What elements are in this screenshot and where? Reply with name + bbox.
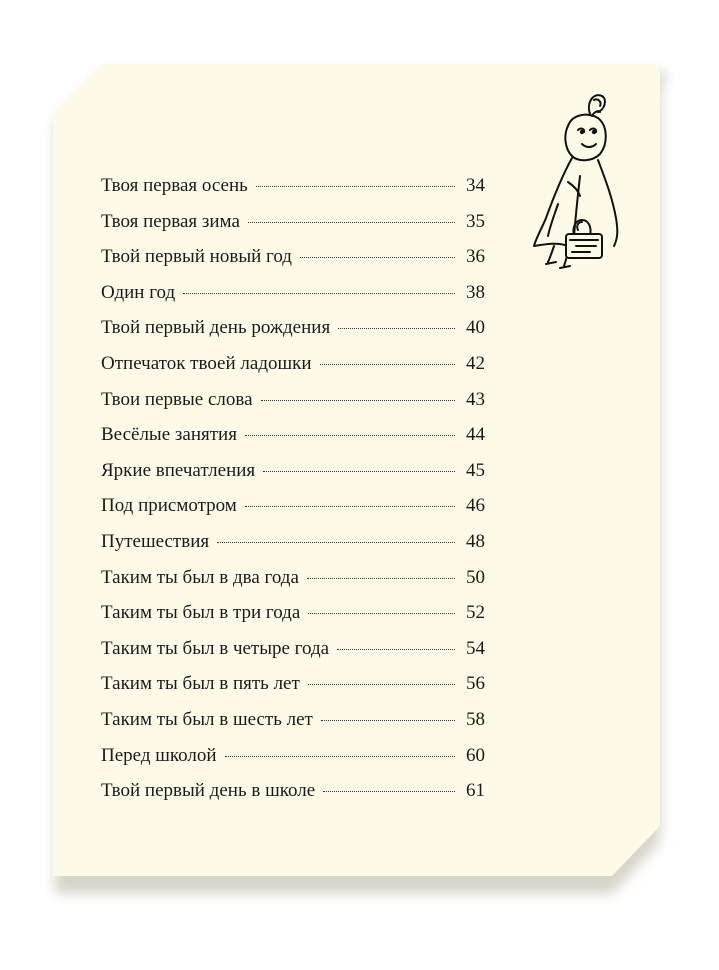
toc-dot-leader	[183, 293, 455, 294]
toc-dot-leader	[248, 222, 455, 223]
toc-entry-title: Отпечаток твоей ладошки	[101, 352, 312, 374]
toc-dot-leader	[300, 257, 455, 258]
toc-dot-leader	[261, 400, 455, 401]
toc-entry-title: Весёлые занятия	[101, 424, 237, 446]
table-of-contents	[101, 172, 485, 813]
toc-entry[interactable]	[101, 635, 485, 671]
toc-entry[interactable]	[101, 314, 485, 350]
toc-entry-title: Яркие впечатления	[101, 459, 256, 481]
toc-entry[interactable]	[101, 564, 485, 600]
toc-entry[interactable]	[101, 599, 485, 635]
toc-entry-page-number: 42	[466, 352, 485, 374]
toc-entry[interactable]	[101, 457, 485, 493]
toc-entry-title: Один год	[101, 281, 176, 303]
toc-dot-leader	[225, 756, 455, 757]
toc-entry-page-number: 56	[466, 673, 485, 695]
toc-entry-page-number: 52	[466, 602, 485, 624]
toc-dot-leader	[245, 435, 455, 436]
toc-entry-title: Твои первые слова	[101, 388, 253, 410]
toc-dot-leader	[320, 364, 455, 365]
toc-entry-title: Таким ты был в пять лет	[101, 673, 300, 695]
toc-dot-leader	[263, 471, 455, 472]
toc-entry-title: Таким ты был в два года	[101, 566, 299, 588]
toc-entry[interactable]	[101, 670, 485, 706]
toc-entry-title: Твой первый новый год	[101, 246, 292, 268]
toc-entry-title: Твоя первая осень	[101, 175, 248, 196]
toc-entry-title: Таким ты был в шесть лет	[101, 708, 313, 730]
toc-entry[interactable]	[101, 279, 485, 315]
toc-entry-title: Твоя первая зима	[101, 210, 240, 232]
toc-entry[interactable]	[101, 208, 485, 244]
toc-dot-leader	[337, 649, 455, 650]
toc-entry-title: Под присмотром	[101, 495, 237, 517]
toc-dot-leader	[245, 506, 455, 507]
toc-dot-leader	[308, 684, 455, 685]
toc-entry-page-number: 46	[466, 495, 485, 517]
toc-entry[interactable]	[101, 492, 485, 528]
toc-entry-page-number: 48	[466, 530, 485, 552]
toc-entry-page-number: 34	[466, 175, 485, 196]
toc-dot-leader	[217, 542, 455, 543]
toc-entry-page-number: 38	[466, 281, 485, 303]
toc-dot-leader	[256, 186, 455, 187]
toc-entry-title: Твой первый день рождения	[101, 317, 331, 339]
toc-entry[interactable]	[101, 172, 485, 208]
toc-entry-page-number: 43	[466, 388, 485, 410]
toc-entry[interactable]	[101, 777, 485, 813]
toc-entry[interactable]	[101, 350, 485, 386]
toc-dot-leader	[338, 328, 455, 329]
toc-entry[interactable]	[101, 421, 485, 457]
toc-entry-page-number: 36	[466, 246, 485, 268]
toc-entry-page-number: 40	[466, 317, 485, 339]
toc-entry-page-number: 61	[466, 780, 485, 802]
toc-entry-title: Таким ты был в три года	[101, 602, 301, 624]
toc-entry-title: Таким ты был в четыре года	[101, 637, 330, 659]
toc-entry-page-number: 45	[466, 459, 485, 481]
toc-entry[interactable]	[101, 386, 485, 422]
toc-entry[interactable]	[101, 706, 485, 742]
toc-dot-leader	[308, 613, 455, 614]
toc-dot-leader	[307, 578, 455, 579]
little-my-illustration	[528, 86, 620, 272]
toc-dot-leader	[323, 791, 455, 792]
toc-entry[interactable]	[101, 742, 485, 778]
toc-dot-leader	[321, 720, 455, 721]
toc-entry-page-number: 60	[466, 744, 485, 766]
toc-entry-title: Путешествия	[101, 530, 210, 552]
toc-entry-title: Перед школой	[101, 744, 217, 766]
toc-entry-page-number: 58	[466, 708, 485, 730]
toc-entry-title: Твой первый день в школе	[101, 780, 316, 802]
toc-entry[interactable]	[101, 528, 485, 564]
toc-entry-page-number: 35	[466, 210, 485, 232]
toc-entry-page-number: 44	[466, 424, 485, 446]
toc-entry[interactable]	[101, 243, 485, 279]
toc-entry-page-number: 54	[466, 637, 485, 659]
toc-entry-page-number: 50	[466, 566, 485, 588]
